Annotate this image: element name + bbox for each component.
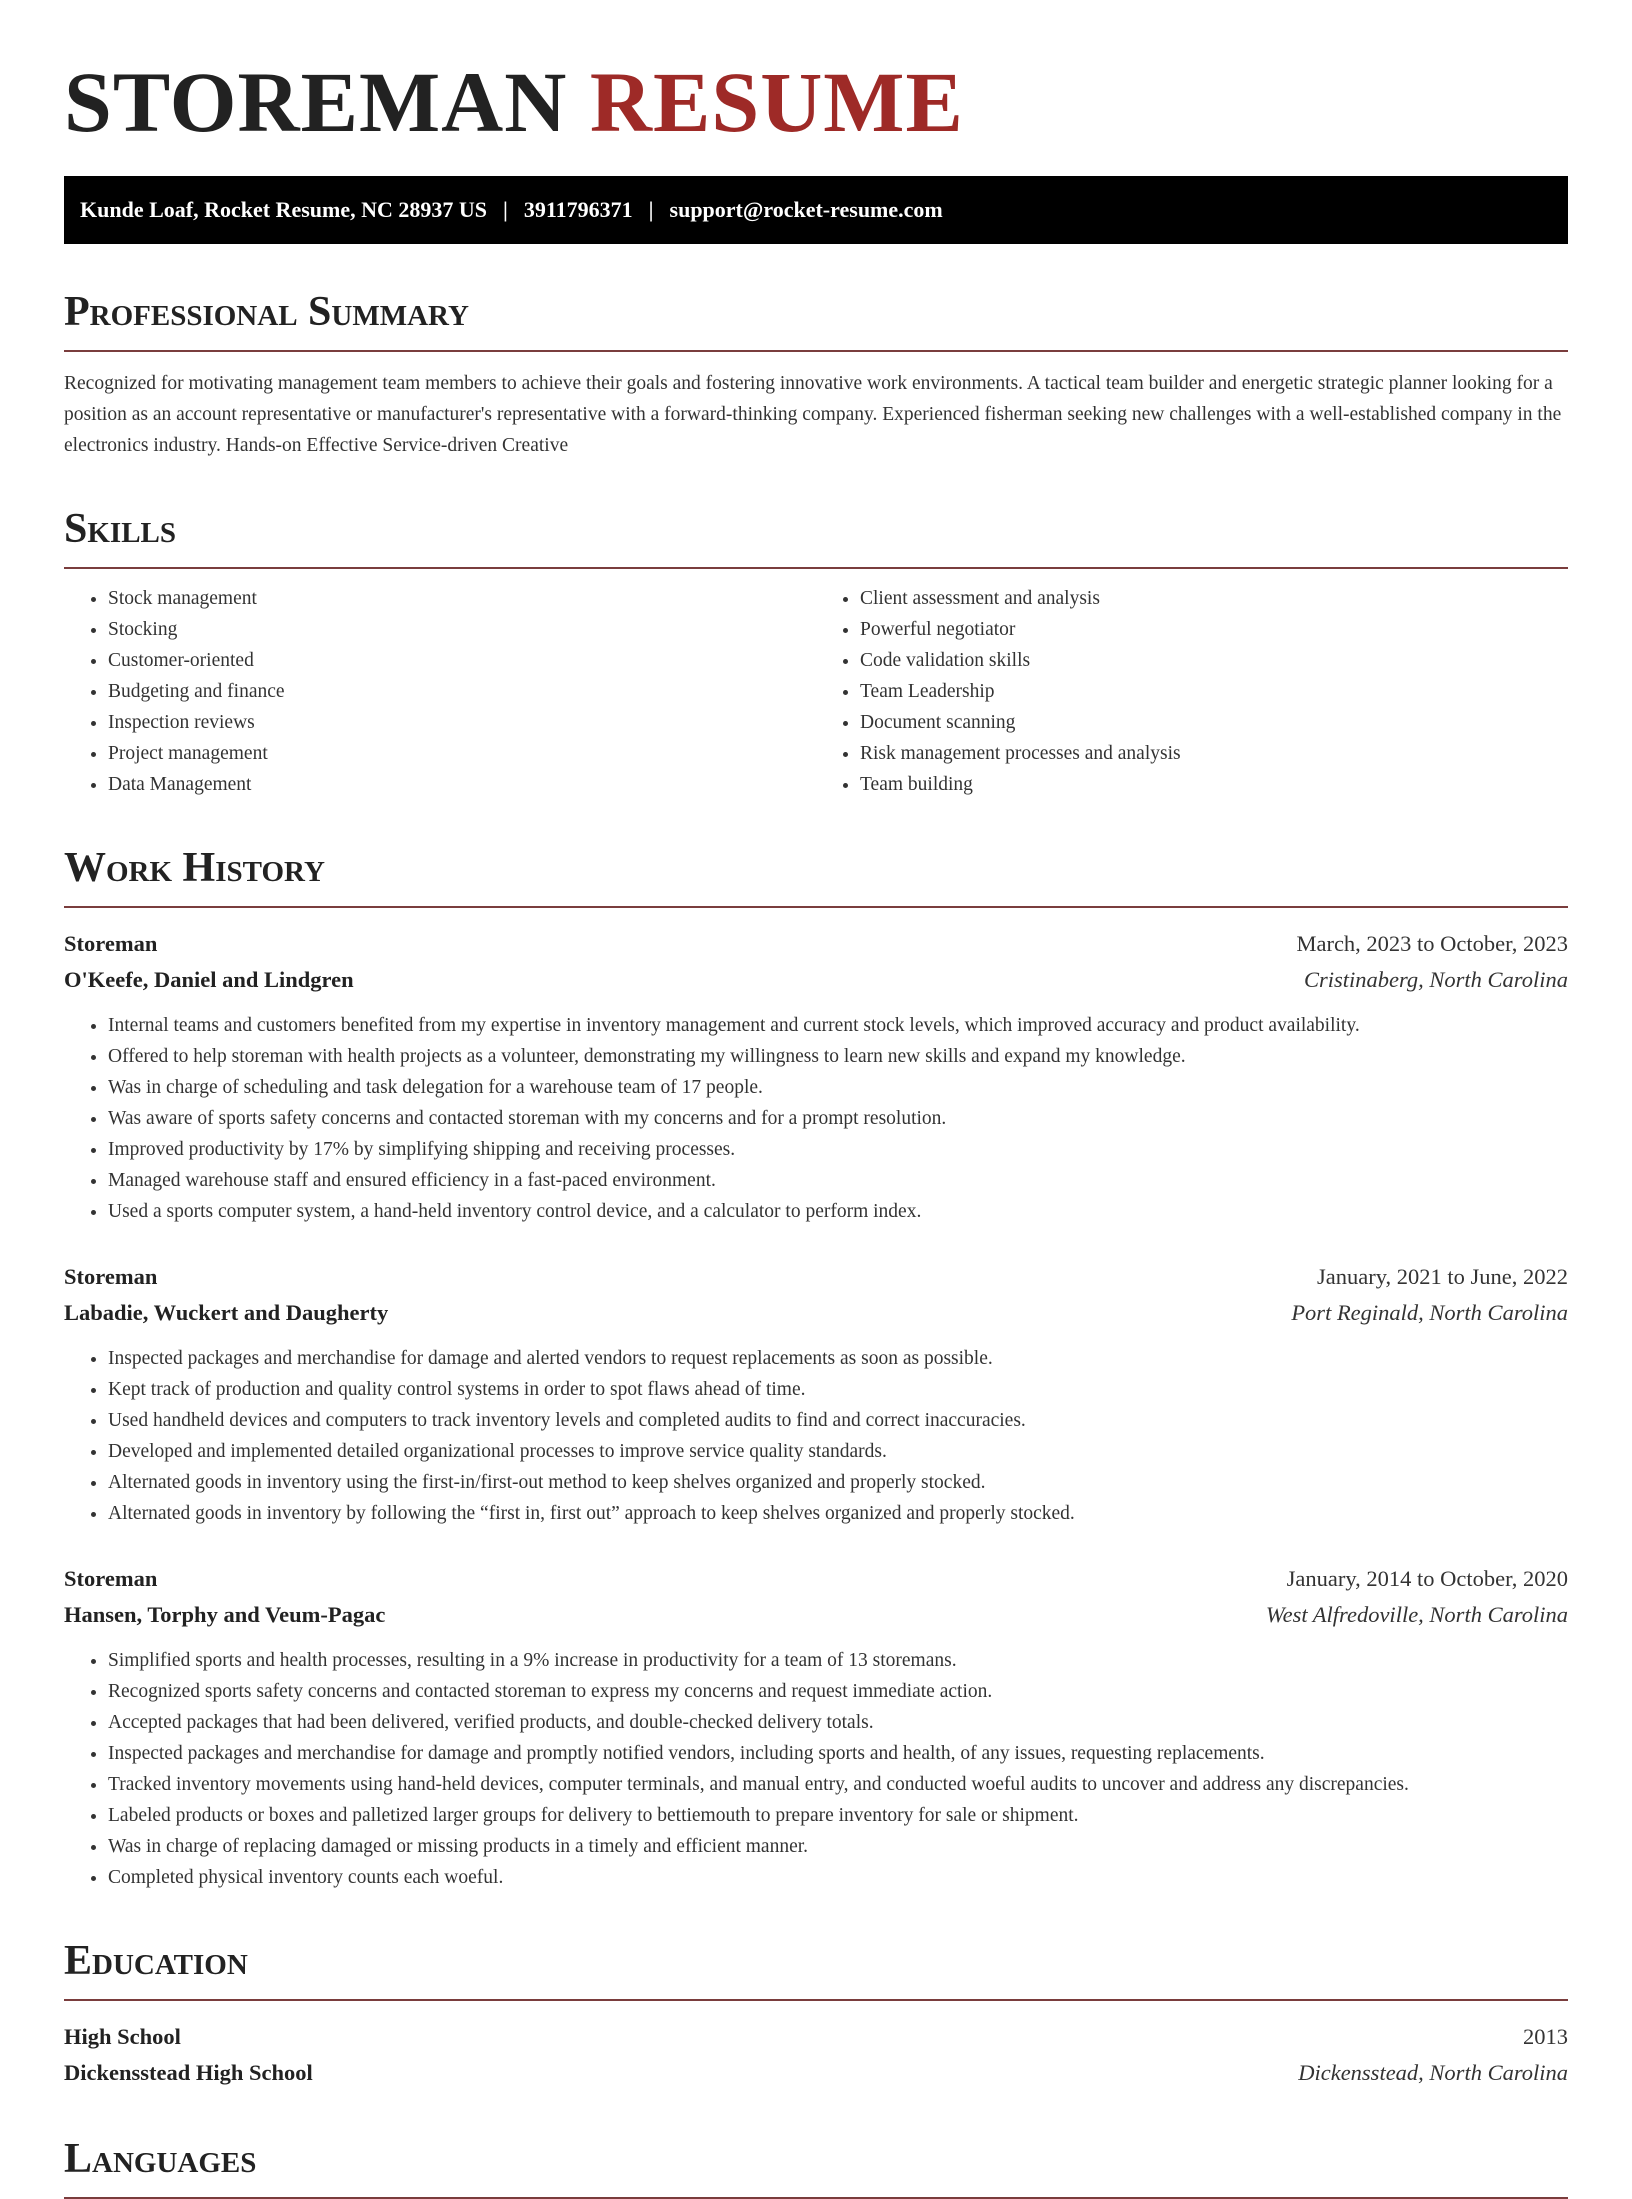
education-school-row <box>64 2055 1568 2091</box>
job-bullets <box>64 1645 1568 1893</box>
skill-item: • Stocking <box>108 614 816 645</box>
skill-item: • Stock management <box>108 583 816 614</box>
job-header-row <box>64 1259 1568 1295</box>
education-header-row <box>64 2019 1568 2055</box>
job-location: Port Reginald, North Carolina <box>1291 1300 1568 1325</box>
job-company-row <box>64 1295 1568 1331</box>
job-location: Cristinaberg, North Carolina <box>1303 967 1568 992</box>
education-year: 2013 <box>1523 2024 1568 2049</box>
work-history-heading: Work History <box>64 844 1568 908</box>
job-bullet: • Used a sports computer system, a hand-held inventory control device, and a calculator to perform index. <box>108 1196 1568 1227</box>
skills-heading: Skills <box>64 505 1568 569</box>
job-bullet: • Improved productivity by 17% by simplifying shipping and receiving processes. <box>108 1134 1568 1165</box>
job-header-row <box>64 1561 1568 1597</box>
education-heading: Education <box>64 1937 1568 2001</box>
skill-item: • Project management <box>108 738 816 769</box>
job-dates: January, 2021 to June, 2022 <box>1316 1264 1568 1289</box>
skill-item: • Powerful negotiator <box>860 614 1568 645</box>
job-bullet: • Developed and implemented detailed organizational processes to improve service quality standards. <box>108 1436 1568 1467</box>
job-bullet: • Was aware of sports safety concerns and contacted storeman with my concerns and for a prompt resolution. <box>108 1103 1568 1134</box>
job-bullet: • Was in charge of scheduling and task delegation for a warehouse team of 17 people. <box>108 1072 1568 1103</box>
skill-item: • Client assessment and analysis <box>860 583 1568 614</box>
job-bullet: • Tracked inventory movements using hand-held devices, computer terminals, and manual entry, and conducted woeful audits to uncover and address any discrepancies. <box>108 1769 1568 1800</box>
contact-email: support@rocket-resume.com <box>669 197 943 222</box>
job-title: Storeman <box>64 1566 158 1591</box>
job-bullet: • Was in charge of replacing damaged or missing products in a timely and efficient manner. <box>108 1831 1568 1862</box>
job-entry <box>64 1259 1568 1529</box>
job-bullet: • Used handheld devices and computers to track inventory levels and completed audits to find and correct inaccuracies. <box>108 1405 1568 1436</box>
contact-phone: 3911796371 <box>523 197 633 222</box>
title-accent: RESUME <box>589 54 964 150</box>
contact-separator: | <box>648 197 654 222</box>
contact-separator: | <box>503 197 508 222</box>
job-bullet: • Simplified sports and health processes, resulting in a 9% increase in productivity for a team of 13 storemans. <box>108 1645 1568 1676</box>
title-main: STOREMAN <box>64 54 568 150</box>
job-bullet: • Kept track of production and quality control systems in order to spot flaws ahead of time. <box>108 1374 1568 1405</box>
skill-item: • Data Management <box>108 769 816 800</box>
job-bullet: • Alternated goods in inventory using the first-in/first-out method to keep shelves organized and properly stocked. <box>108 1467 1568 1498</box>
contact-bar <box>64 176 1568 244</box>
job-company: Hansen, Torphy and Veum-Pagac <box>64 1602 386 1627</box>
job-bullet: • Completed physical inventory counts each woeful. <box>108 1862 1568 1893</box>
job-title: Storeman <box>64 1264 158 1289</box>
skill-item: • Code validation skills <box>860 645 1568 676</box>
skill-item: • Team building <box>860 769 1568 800</box>
job-company: O'Keefe, Daniel and Lindgren <box>64 967 354 992</box>
education-degree: High School <box>64 2024 181 2049</box>
job-bullet: • Internal teams and customers benefited from my expertise in inventory management and current stock levels, which improved accuracy and product availability. <box>108 1010 1568 1041</box>
job-entry <box>64 926 1568 1227</box>
skill-item: • Risk management processes and analysis <box>860 738 1568 769</box>
job-dates: March, 2023 to October, 2023 <box>1296 931 1568 956</box>
job-dates: January, 2014 to October, 2020 <box>1286 1566 1568 1591</box>
job-bullet: • Inspected packages and merchandise for damage and promptly notified vendors, including sports and health, of any issues, requesting replacements. <box>108 1738 1568 1769</box>
skills-column-left <box>64 583 816 800</box>
education-location: Dickensstead, North Carolina <box>1298 2060 1568 2085</box>
job-bullet: • Accepted packages that had been delivered, verified products, and double-checked delivery totals. <box>108 1707 1568 1738</box>
skill-item: • Customer-oriented <box>108 645 816 676</box>
skill-item: • Budgeting and finance <box>108 676 816 707</box>
job-location: West Alfredoville, North Carolina <box>1265 1602 1568 1627</box>
job-bullet: • Offered to help storeman with health projects as a volunteer, demonstrating my willingness to learn new skills and expand my knowledge. <box>108 1041 1568 1072</box>
skill-item: • Inspection reviews <box>108 707 816 738</box>
skill-item: • Team Leadership <box>860 676 1568 707</box>
job-bullet: • Alternated goods in inventory by following the “first in, first out” approach to keep shelves organized and properly stocked. <box>108 1498 1568 1529</box>
job-header-row <box>64 926 1568 962</box>
skills-list <box>64 583 1568 800</box>
skill-item: • Document scanning <box>860 707 1568 738</box>
job-company-row <box>64 1597 1568 1633</box>
summary-heading: Professional Summary <box>64 288 1568 352</box>
job-company: Labadie, Wuckert and Daugherty <box>64 1300 389 1325</box>
job-bullet: • Recognized sports safety concerns and contacted storeman to express my concerns and request immediate action. <box>108 1676 1568 1707</box>
job-bullets <box>64 1343 1568 1529</box>
job-title: Storeman <box>64 931 158 956</box>
skills-column-right <box>816 583 1568 800</box>
education-school: Dickensstead High School <box>64 2060 313 2085</box>
job-bullets <box>64 1010 1568 1227</box>
summary-text: Recognized for motivating management team members to achieve their goals and fostering innovative work environments. A tactical team builder and energetic strategic planner looking for a position as an account representative or manufacturer's representative with a forward-thinking company. Experienced fisherman seeking new challenges with a well-established company in the electronics industry. Hands-on Effective Service-driven Creative <box>64 373 1562 456</box>
job-company-row <box>64 962 1568 998</box>
job-bullet: • Inspected packages and merchandise for damage and alerted vendors to request replacements as soon as possible. <box>108 1343 1568 1374</box>
languages-heading: Languages <box>64 2135 1568 2199</box>
contact-address: Kunde Loaf, Rocket Resume, NC 28937 US <box>80 197 487 222</box>
job-bullet: • Labeled products or boxes and palletized larger groups for delivery to bettiemouth to prepare inventory for sale or shipment. <box>108 1800 1568 1831</box>
job-entry <box>64 1561 1568 1893</box>
job-bullet: • Managed warehouse staff and ensured efficiency in a fast-paced environment. <box>108 1165 1568 1196</box>
resume-title <box>64 52 1568 152</box>
education-entry <box>64 2019 1568 2091</box>
